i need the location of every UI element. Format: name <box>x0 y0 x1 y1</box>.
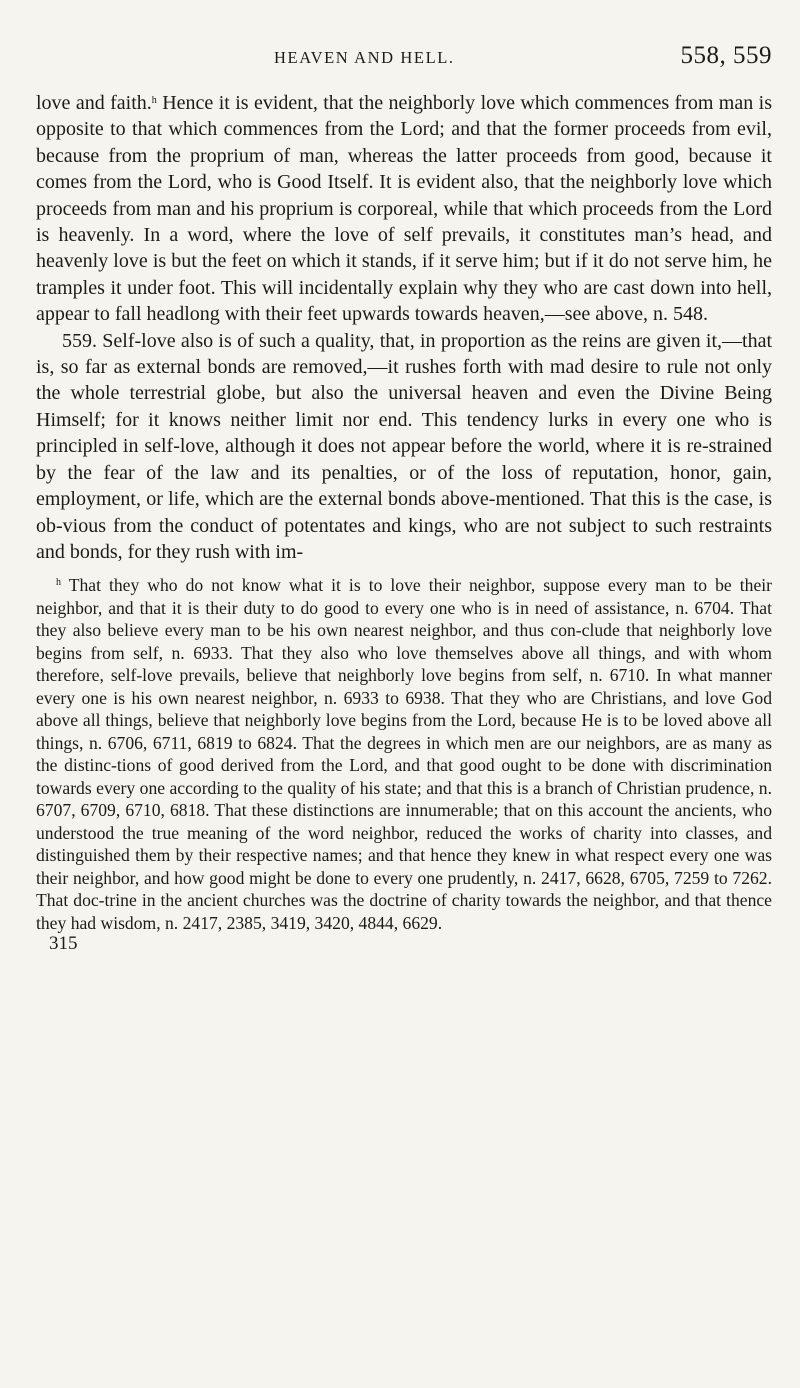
paragraph-continuation <box>36 90 772 328</box>
footnote-marker: h <box>56 577 61 589</box>
signature-mark: 315 <box>49 933 78 955</box>
footnote-text: That they who do not know what it is to love their neighbor, suppose every man to be their neighbor, and that it is their duty to do good to every one who is in need of assistance, n. 6704. That they also believe every man to be his own nearest neighbor, and thus con-clude that neighborly love begins from self, n. 6933. That they also who love themselves above all things, and with whom therefore, self-love prevails, believe that neighborly love begins from self, n. 6710. In what manner every one is his own nearest neighbor, n. 6933 to 6938. That they who are Christians, and love God above all things, believe that neighborly love begins from the Lord, because He is to be loved above all things, n. 6706, 6711, 6819 to 6824. That the degrees in which men are our neighbors, are as many as the distinc-tions of good derived from the Lord, and that good ought to be done with discrimination towards every one according to the quality of his state; and that this is a branch of Christian prudence, n. 6707, 6709, 6710, 6818. That these distinctions are innumerable; that on this account the ancients, who understood the true meaning of the word neighbor, reduced the works of charity into classes, and distinguished them by their respective names; and that hence they knew in what respect every one was their neighbor, and how good might be done to every one prudently, n. 2417, 6628, 6705, 7259 to 7262. That doc-trine in the ancient churches was the doctrine of charity towards the neighbor, and that thence they had wisdom, n. 2417, 2385, 3419, 3420, 4844, 6629. <box>36 575 772 933</box>
paragraph-text-start: love and faith. <box>36 92 152 114</box>
paragraph-559: 559. Self-love also is of such a quality, that, in proportion as the reins are given it,—that is, so far as external bonds are removed,—it rushes forth with mad desire to rule not only the whole terrestrial globe, but also the universal heaven and even the Divine Being Himself; for it knows neither limit nor end. This tendency lurks in every one who is principled in self-love, although it does not appear before the world, where it is re-strained by the fear of the law and its penalties, or of the loss of reputation, honor, gain, employment, or life, which are the external bonds above-mentioned. That this is the case, is ob-vious from the conduct of potentates and kings, who are not subject to such restraints and bonds, for they rush with im- <box>36 329 772 563</box>
paragraph-text-end: Hence it is evident, that the neighborly love which commences from man is opposite to that which commences from the Lord; and that the former proceeds from evil, because from the proprium of man, whereas the latter proceeds from good, because it comes from the Lord, who is Good Itself. It is evident also, that the neighborly love which proceeds from man and his proprium is corporeal, while that which proceeds from the Lord is heavenly. In a word, where the love of self prevails, it constitutes man’s head, and heavenly love is but the feet on which it stands, if it serve him; but if it do not serve him, he tramples it under foot. This will incidentally explain why they who are cast down into hell, appear to fall headlong with their feet upwards towards heaven,—see above, n. 548. <box>36 92 772 326</box>
footnote-h <box>36 574 772 934</box>
footnote-reference: h <box>151 95 157 106</box>
running-head-title: HEAVEN AND HELL. <box>274 48 455 67</box>
book-page <box>36 42 772 955</box>
footnotes <box>36 574 772 934</box>
running-head <box>36 42 772 90</box>
main-text <box>36 90 772 565</box>
section-numbers: 558, 559 <box>680 42 772 69</box>
